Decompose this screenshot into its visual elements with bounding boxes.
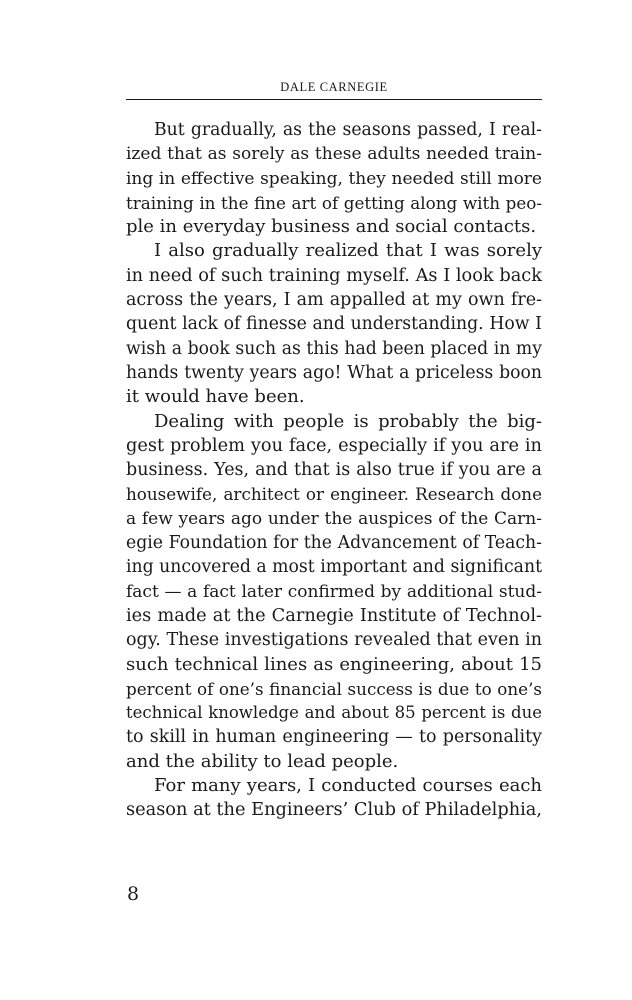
text-line: ogy. These investigations revealed that even in — [126, 630, 542, 651]
text-line: technical knowledge and about 85 percent is due — [126, 703, 542, 723]
text-line: such technical lines as engineering, about 15 — [126, 653, 542, 675]
text-line: to skill in human engineering — to personality — [126, 727, 542, 748]
text-line: it would have been. — [126, 386, 305, 408]
text-line: ing uncovered a most important and significant — [126, 557, 542, 578]
paragraph — [126, 774, 542, 823]
text-line: season at the Engineers’ Club of Philadelphia, — [126, 800, 543, 821]
text-line: ized that as sorely as these adults needed train- — [126, 144, 542, 165]
text-line: and the ability to lead people. — [126, 750, 399, 772]
body-text — [126, 118, 542, 823]
text-line: egie Foundation for the Advancement of Teach- — [126, 533, 542, 554]
text-line: ing in effective speaking, they needed still more — [126, 168, 542, 189]
text-line: gest problem you face, especially if you are in — [126, 435, 542, 456]
text-line: For many years, I conducted courses each — [154, 775, 542, 797]
paragraph — [126, 239, 542, 409]
text-line: business. Yes, and that is also true if you are a — [126, 460, 542, 481]
text-line: housewife, architect or engineer. Research done — [126, 484, 542, 505]
text-line: ies made at the Carnegie Institute of Technol- — [126, 605, 542, 626]
running-head: DALE CARNEGIE — [280, 80, 388, 94]
text-line: fact — a fact later confirmed by additional stud- — [126, 581, 542, 602]
text-line: Dealing with people is probably the big- — [154, 410, 542, 432]
paragraph — [126, 410, 542, 774]
text-line: a few years ago under the auspices of the Carn- — [126, 508, 542, 529]
text-line: quent lack of finesse and understanding. How I — [126, 314, 542, 335]
text-line: But gradually, as the seasons passed, I real- — [154, 120, 542, 140]
text-line: ple in everyday business and social contacts. — [126, 216, 537, 238]
header-rule — [126, 99, 542, 100]
text-line: hands twenty years ago! What a priceless boon — [126, 362, 542, 383]
page-number: 8 — [127, 883, 140, 905]
text-line: wish a book such as this had been placed in my — [126, 338, 542, 359]
paragraph — [126, 118, 542, 239]
text-line: training in the fine art of getting along with peo- — [126, 192, 542, 213]
text-line: I also gradually realized that I was sorely — [154, 240, 542, 262]
text-line: in need of such training myself. As I look back — [126, 265, 542, 286]
text-line: across the years, I am appalled at my own fre- — [126, 290, 542, 311]
text-line: percent of one’s financial success is due to one’s — [126, 678, 542, 699]
